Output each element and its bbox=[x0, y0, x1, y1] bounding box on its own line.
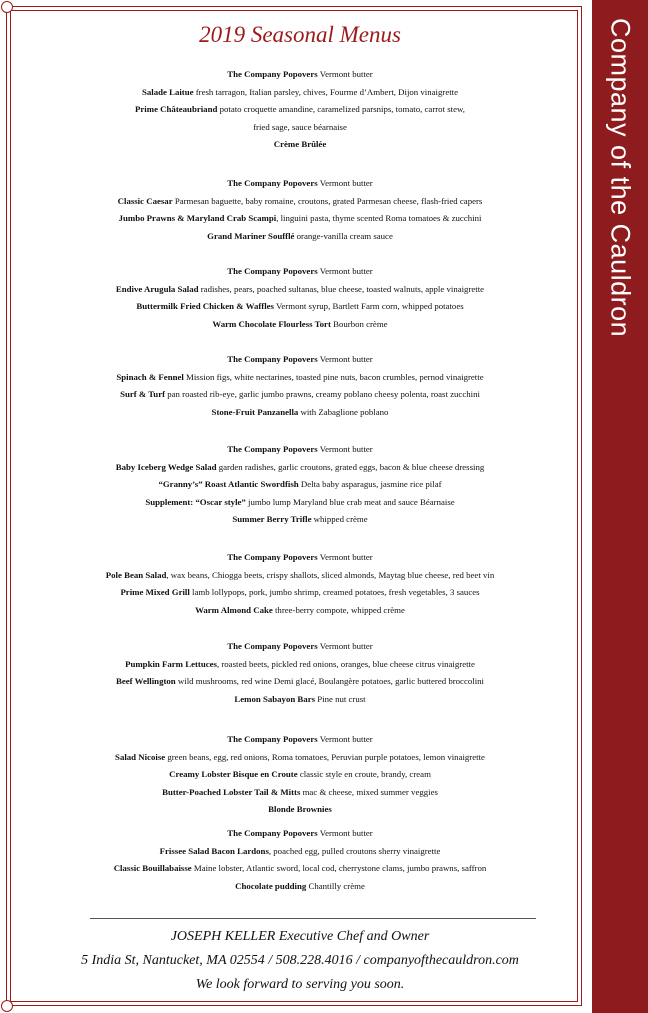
dish-name: Lemon Sabayon Bars bbox=[234, 693, 316, 704]
dish-description: Vermont butter bbox=[317, 266, 373, 276]
dish-name: Summer Berry Trifle bbox=[232, 514, 312, 524]
menu-line bbox=[10, 731, 590, 749]
menu-line bbox=[10, 825, 590, 843]
dish-description: mac & cheese, mixed summer veggies bbox=[300, 786, 438, 797]
divider bbox=[90, 918, 536, 919]
dish-description: wild mushrooms, red wine Demi glacé, Boulangère potatoes, garlic buttered broccolini bbox=[175, 676, 484, 686]
menu-line bbox=[10, 801, 590, 819]
dish-description: Vermont butter bbox=[317, 552, 373, 562]
dish-name: Spinach & Fennel bbox=[116, 371, 184, 382]
dish-description: Vermont butter bbox=[317, 444, 373, 454]
dish-description: Vermont butter bbox=[317, 69, 373, 79]
dish-name: Chocolate pudding bbox=[235, 880, 307, 891]
menu-line bbox=[10, 281, 590, 299]
dish-description: jumbo lump Maryland blue crab meat and sauce Béarnaise bbox=[245, 496, 455, 507]
dish-description: Delta baby asparagus, jasmine rice pilaf bbox=[298, 479, 442, 489]
menu-line bbox=[10, 511, 590, 529]
dish-description: three-berry compote, whipped crème bbox=[272, 604, 405, 615]
dish-description: , poached egg, pulled croutons sherry vinaigrette bbox=[268, 845, 441, 856]
dish-name: The Company Popovers bbox=[227, 444, 318, 454]
menu-line bbox=[10, 316, 590, 334]
dish-name: Grand Mariner Soufflé bbox=[207, 230, 295, 241]
dish-description: lamb lollypops, pork, jumbo shrimp, creamed potatoes, fresh vegetables, 3 sauces bbox=[189, 587, 480, 597]
menu-line bbox=[10, 784, 590, 802]
menu-line bbox=[10, 878, 590, 896]
dish-description: Parmesan baguette, baby romaine, croutons, grated Parmesan cheese, flash-fried capers bbox=[172, 195, 483, 206]
menu-line bbox=[10, 549, 590, 567]
dish-name: Prime Châteaubriand bbox=[135, 104, 218, 114]
dish-description: Vermont butter bbox=[317, 828, 373, 838]
menu-line bbox=[10, 84, 590, 102]
dish-description: Pine nut crust bbox=[315, 693, 366, 704]
dish-name: Beef Wellington bbox=[115, 676, 176, 686]
menu-line bbox=[10, 351, 590, 369]
dish-name: Warm Chocolate Flourless Tort bbox=[212, 318, 331, 329]
dish-name: Prime Mixed Grill bbox=[120, 587, 190, 597]
dish-description: , wax beans, Chiogga beets, crispy shallots, sliced almonds, Maytag blue cheese, red beet vin bbox=[166, 569, 495, 580]
dish-name: The Company Popovers bbox=[227, 266, 318, 276]
dish-description: green beans, egg, red onions, Roma tomatoes, Peruvian purple potatoes, lemon vinaigrette bbox=[165, 751, 485, 762]
menu-line bbox=[10, 638, 590, 656]
dish-description: classic style en croute, brandy, cream bbox=[297, 769, 431, 779]
dish-name: The Company Popovers bbox=[227, 641, 318, 651]
menu-line bbox=[10, 584, 590, 602]
dish-name: The Company Popovers bbox=[227, 354, 318, 364]
menu-line bbox=[10, 298, 590, 316]
dish-description: garden radishes, garlic croutons, grated eggs, bacon & blue cheese dressing bbox=[216, 461, 485, 472]
dish-name: Classic Caesar bbox=[117, 195, 173, 206]
dish-description: Mission figs, white nectarines, toasted pine nuts, bacon crumbles, pernod vinaigrette bbox=[183, 371, 484, 382]
dish-name: “Granny’s” Roast Atlantic Swordfish bbox=[158, 479, 299, 489]
dish-description: potato croquette amandine, caramelized parsnips, tomato, carrot stew, bbox=[217, 104, 465, 114]
corner-ornament-icon bbox=[1, 1, 13, 13]
menu-block bbox=[10, 638, 590, 708]
menu-line bbox=[10, 101, 590, 119]
dish-name: Crème Brûlée bbox=[273, 139, 327, 149]
dish-name: Surf & Turf bbox=[120, 389, 166, 399]
dish-description: Vermont syrup, Bartlett Farm corn, whipped potatoes bbox=[273, 301, 464, 311]
dish-name: Butter-Poached Lobster Tail & Mitts bbox=[162, 786, 301, 797]
page-title: 2019 Seasonal Menus bbox=[199, 22, 401, 47]
dish-description: , linguini pasta, thyme scented Roma tomatoes & zucchini bbox=[276, 213, 482, 223]
menu-block bbox=[10, 66, 590, 154]
menu-block bbox=[10, 549, 590, 619]
dish-name: Creamy Lobster Bisque en Croute bbox=[169, 769, 298, 779]
footer-chef: JOSEPH KELLER Executive Chef and Owner bbox=[170, 929, 430, 944]
dish-description: radishes, pears, poached sultanas, blue cheese, toasted walnuts, apple vinaigrette bbox=[198, 283, 485, 294]
dish-description: fresh tarragon, Italian parsley, chives, Fourme d’Ambert, Dijon vinaigrette bbox=[193, 86, 459, 97]
menu-block bbox=[10, 825, 590, 895]
menu-line bbox=[10, 66, 590, 84]
dish-name: Warm Almond Cake bbox=[195, 604, 273, 615]
dish-description: Vermont butter bbox=[317, 641, 373, 651]
menu-line bbox=[10, 263, 590, 281]
menu-line bbox=[10, 119, 590, 137]
dish-description: Maine lobster, Atlantic sword, local cod, cherrystone clams, jumbo prawns, saffron bbox=[191, 863, 487, 873]
dish-name: The Company Popovers bbox=[227, 69, 318, 79]
dish-description: orange-vanilla cream sauce bbox=[294, 230, 393, 241]
dish-name: Blonde Brownies bbox=[268, 804, 332, 814]
dish-description: , roasted beets, pickled red onions, oranges, blue cheese citrus vinaigrette bbox=[216, 658, 475, 669]
dish-name: The Company Popovers bbox=[227, 552, 318, 562]
menu-line bbox=[10, 567, 590, 585]
footer-address: 5 India St, Nantucket, MA 02554 / 508.228.4016 / companyofthecauldron.com bbox=[81, 953, 519, 968]
menu-line bbox=[10, 459, 590, 477]
menu-line bbox=[10, 136, 590, 154]
menu-line bbox=[10, 749, 590, 767]
sidebar-title-text: Company of the Cauldron bbox=[605, 18, 636, 338]
menu-block bbox=[10, 441, 590, 529]
dish-name: Frissee Salad Bacon Lardons bbox=[159, 845, 269, 856]
dish-description: Vermont butter bbox=[317, 354, 373, 364]
sidebar-title bbox=[596, 18, 644, 378]
menu-line bbox=[10, 673, 590, 691]
dish-name: Pumpkin Farm Lettuces bbox=[125, 658, 217, 669]
dish-name: The Company Popovers bbox=[227, 178, 318, 188]
dish-description: Bourbon crème bbox=[330, 318, 388, 329]
menu-line bbox=[10, 476, 590, 494]
dish-name: Stone-Fruit Panzanella bbox=[211, 406, 299, 417]
footer-closing: We look forward to serving you soon. bbox=[195, 977, 405, 992]
menu-line bbox=[10, 766, 590, 784]
menu-line bbox=[10, 228, 590, 246]
dish-name: Baby Iceberg Wedge Salad bbox=[115, 461, 217, 472]
menu-line bbox=[10, 193, 590, 211]
dish-description: with Zabaglione poblano bbox=[298, 406, 389, 417]
menu-line bbox=[10, 860, 590, 878]
menu-block bbox=[10, 263, 590, 333]
dish-name: Buttermilk Fried Chicken & Waffles bbox=[136, 301, 274, 311]
menu-line bbox=[10, 175, 590, 193]
menu-line bbox=[10, 441, 590, 459]
menu-line bbox=[10, 494, 590, 512]
dish-name: The Company Popovers bbox=[227, 734, 318, 744]
menu-line bbox=[10, 369, 590, 387]
menu-line bbox=[10, 656, 590, 674]
dish-name: Salade Laitue bbox=[141, 86, 194, 97]
dish-description: whipped crème bbox=[311, 514, 368, 524]
dish-description: Vermont butter bbox=[317, 178, 373, 188]
dish-description: fried sage, sauce béarnaise bbox=[253, 121, 347, 132]
menu-block bbox=[10, 731, 590, 819]
dish-name: The Company Popovers bbox=[227, 828, 318, 838]
dish-name: Classic Bouillabaisse bbox=[113, 863, 192, 873]
menu-line bbox=[10, 404, 590, 422]
dish-name: Endive Arugula Salad bbox=[115, 283, 199, 294]
menu-block bbox=[10, 351, 590, 421]
menu-line bbox=[10, 691, 590, 709]
dish-description: Vermont butter bbox=[317, 734, 373, 744]
dish-description: pan roasted rib-eye, garlic jumbo prawns, creamy poblano cheesy polenta, roast zucchini bbox=[165, 389, 480, 399]
dish-name: Pole Bean Salad bbox=[105, 569, 167, 580]
sidebar-banner bbox=[592, 0, 648, 1013]
dish-description: Chantilly crème bbox=[306, 880, 365, 891]
menu-line bbox=[10, 843, 590, 861]
menu-line bbox=[10, 386, 590, 404]
menu-line bbox=[10, 602, 590, 620]
dish-name: Salad Nicoise bbox=[115, 751, 166, 762]
menu-block bbox=[10, 175, 590, 245]
menu-line bbox=[10, 210, 590, 228]
dish-name: Supplement: “Oscar style” bbox=[145, 496, 246, 507]
dish-name: Jumbo Prawns & Maryland Crab Scampi bbox=[118, 213, 277, 223]
corner-ornament-icon bbox=[1, 1000, 13, 1012]
